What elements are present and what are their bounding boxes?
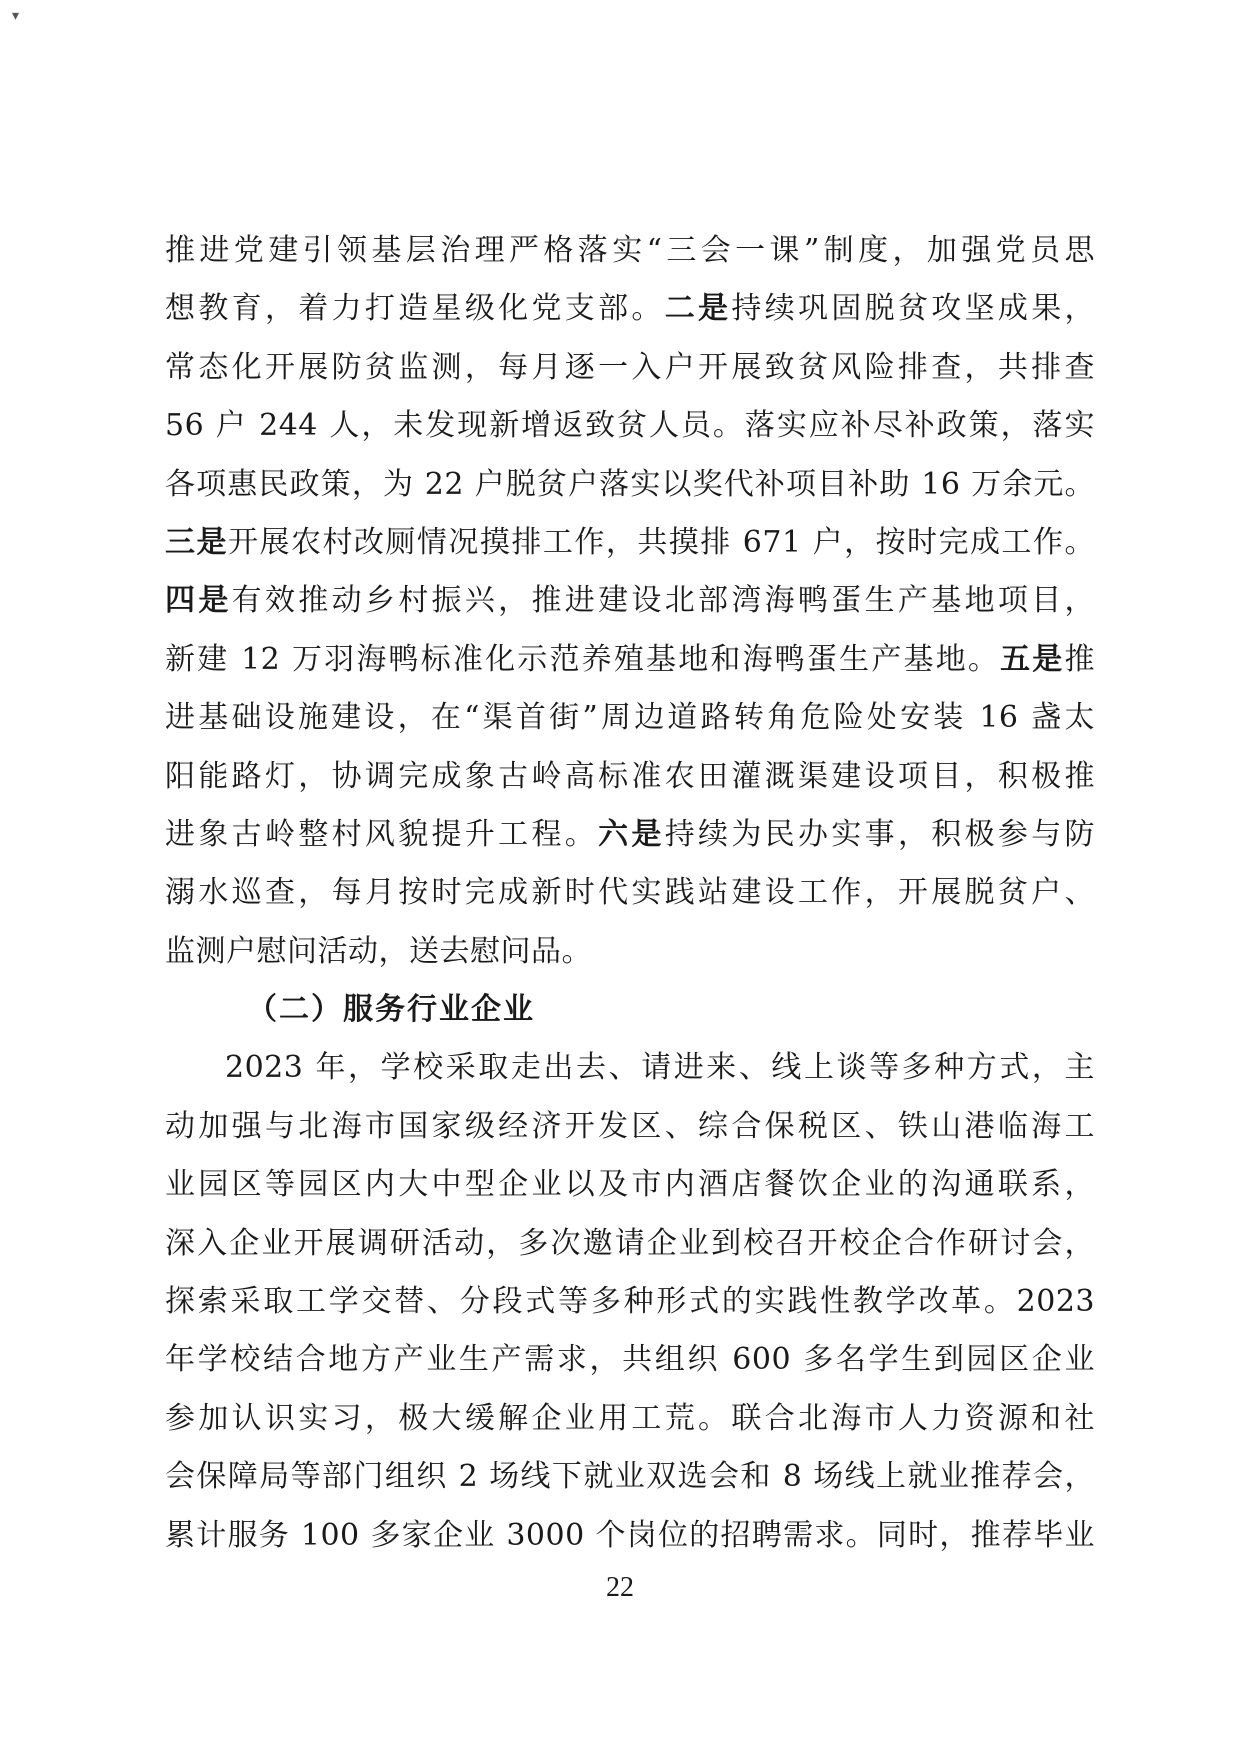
text-line — [165, 806, 1095, 864]
text-line: 业园区等园区内大中型企业以及市内酒店餐饮企业的沟通联系， — [165, 1167, 1095, 1203]
text-line: 动加强与北海市国家级经济开发区、综合保税区、铁山港临海工 — [165, 1108, 1095, 1144]
text-run: 有效推动乡村振兴，推进建设北部湾海鸭蛋生产基地项目， — [231, 583, 1096, 619]
bold-marker: 六是 — [598, 816, 665, 852]
text-line: 各项惠民政策，为 22 户脱贫户落实以奖代补项目补助 16 万余元。 — [165, 466, 1095, 502]
text-run: 开展农村改厕情况摸排工作，共摸排 671 户，按时完成工作。 — [227, 524, 1095, 560]
text-line: 2023 年，学校采取走出去、请进来、线上谈等多种方式，主 — [225, 1050, 1095, 1086]
text-line: 常态化开展防贫监测，每月逐一入户开展致贫风险排查，共排查 — [165, 349, 1095, 385]
text-line: 溺水巡查，每月按时完成新时代实践站建设工作，开展脱贫户、 — [165, 875, 1095, 911]
text-line: 推进党建引领基层治理严格落实“三会一课”制度，加强党员思 — [165, 233, 1095, 268]
text-run: 想教育，着力打造星级化党支部。 — [165, 291, 665, 327]
page-number: 22 — [606, 1572, 634, 1603]
bold-marker: 三是 — [165, 524, 228, 560]
bold-marker: 五是 — [1000, 641, 1065, 677]
text-line: 探索采取工学交替、分段式等多种形式的实践性教学改革。2023 — [165, 1284, 1095, 1320]
bold-marker: 四是 — [165, 583, 232, 619]
text-line: 进基础设施建设，在“渠首街”周边道路转角危险处安装 16 盏太 — [165, 700, 1095, 736]
text-run: 新建 12 万羽海鸭标准化示范养殖基地和海鸭蛋生产基地。 — [165, 641, 1001, 677]
text-line: 参加认识实习，极大缓解企业用工荒。联合北海市人力资源和社 — [165, 1400, 1095, 1436]
text-run: 进象古岭整村风貌提升工程。 — [165, 816, 599, 852]
bold-marker: 二是 — [664, 291, 732, 327]
text-line — [165, 280, 1095, 338]
text-line: 累计服务 100 多家企业 3000 个岗位的招聘需求。同时，推荐毕业 — [165, 1517, 1095, 1553]
text-line: 阳能路灯，协调完成象古岭高标准农田灌溉渠建设项目，积极推 — [165, 758, 1095, 794]
text-line: 监测户慰问活动，送去慰问品。 — [165, 933, 592, 969]
text-run: 推 — [1064, 641, 1095, 677]
section-heading: （二）服务行业企业 — [247, 992, 535, 1028]
text-line: 深入企业开展调研活动，多次邀请企业到校召开校企合作研讨会， — [165, 1225, 1095, 1261]
body-text — [165, 222, 1095, 1565]
text-run: 持续巩固脱贫攻坚成果， — [731, 291, 1096, 327]
text-line — [165, 631, 1095, 689]
text-line — [165, 572, 1095, 630]
paragraph-rural-work — [165, 222, 1095, 981]
scan-corner-mark: ▾ — [12, 8, 20, 24]
text-line: 年学校结合地方产业生产需求，共组织 600 多名学生到园区企业 — [165, 1342, 1095, 1378]
paragraph-enterprise-service — [165, 1039, 1095, 1565]
text-line: 会保障局等部门组织 2 场线下就业双选会和 8 场线上就业推荐会， — [165, 1459, 1095, 1495]
text-line — [165, 514, 1095, 572]
text-line: 56 户 244 人，未发现新增返致贫人员。落实应补尽补政策，落实 — [165, 408, 1095, 444]
text-run: 持续为民办实事，积极参与防 — [664, 816, 1096, 852]
